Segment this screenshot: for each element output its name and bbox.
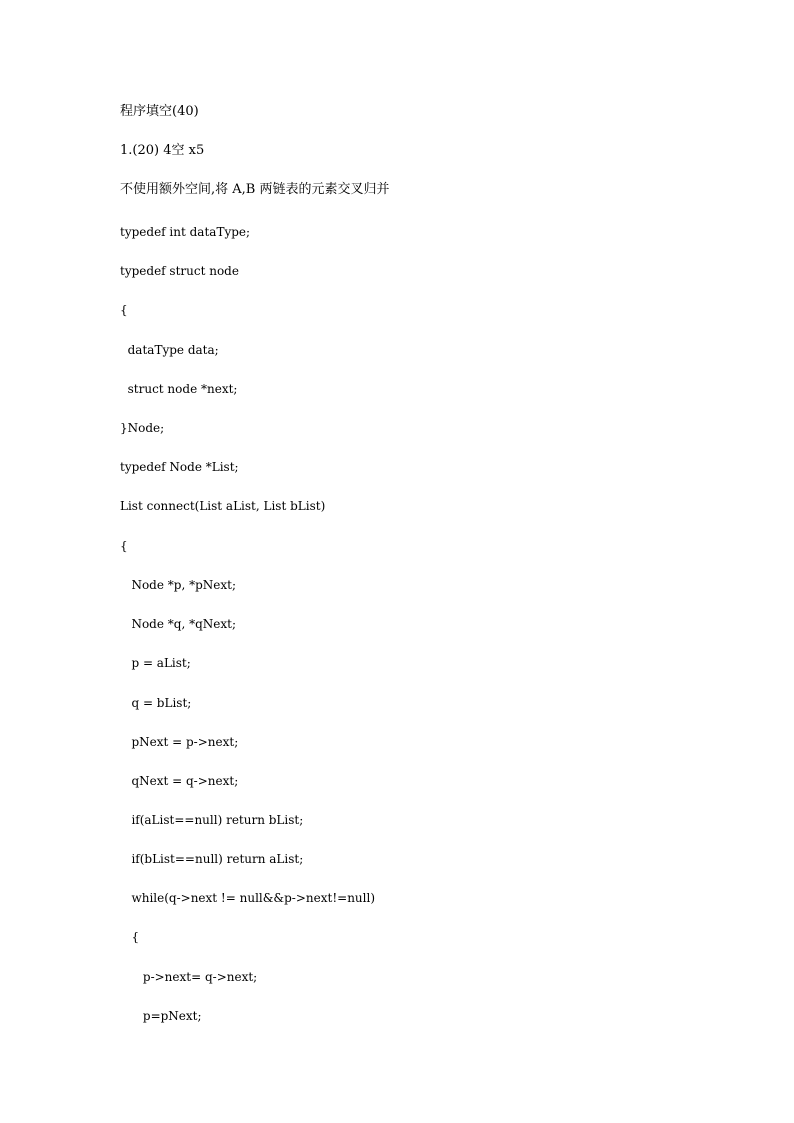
code-line: }Node;	[120, 421, 165, 435]
code-line: q = bList;	[120, 696, 192, 710]
code-line: p = aList;	[120, 656, 191, 670]
code-line: {	[120, 930, 140, 944]
code-line: struct node *next;	[120, 382, 238, 396]
code-line: typedef Node *List;	[120, 460, 239, 474]
question-description: 不使用额外空间,将 A,B 两链表的元素交叉归并	[120, 182, 390, 197]
code-line: pNext = p->next;	[120, 735, 239, 749]
code-line: p=pNext;	[120, 1009, 202, 1023]
code-line: while(q->next != null&&p->next!=null)	[120, 891, 376, 905]
code-line: if(aList==null) return bList;	[120, 813, 304, 827]
section-title: 程序填空(40)	[120, 104, 199, 119]
code-line: dataType data;	[120, 343, 219, 357]
code-line: typedef int dataType;	[120, 225, 251, 239]
code-line: {	[120, 539, 128, 553]
code-line: if(bList==null) return aList;	[120, 852, 304, 866]
code-line: List connect(List aList, List bList)	[120, 499, 326, 513]
question-header: 1.(20) 4空 x5	[120, 143, 205, 158]
code-line: qNext = q->next;	[120, 774, 239, 788]
code-line: p->next= q->next;	[120, 970, 258, 984]
code-line: Node *q, *qNext;	[120, 617, 236, 631]
code-line: {	[120, 303, 128, 317]
code-line: typedef struct node	[120, 264, 239, 278]
code-line: Node *p, *pNext;	[120, 578, 236, 592]
